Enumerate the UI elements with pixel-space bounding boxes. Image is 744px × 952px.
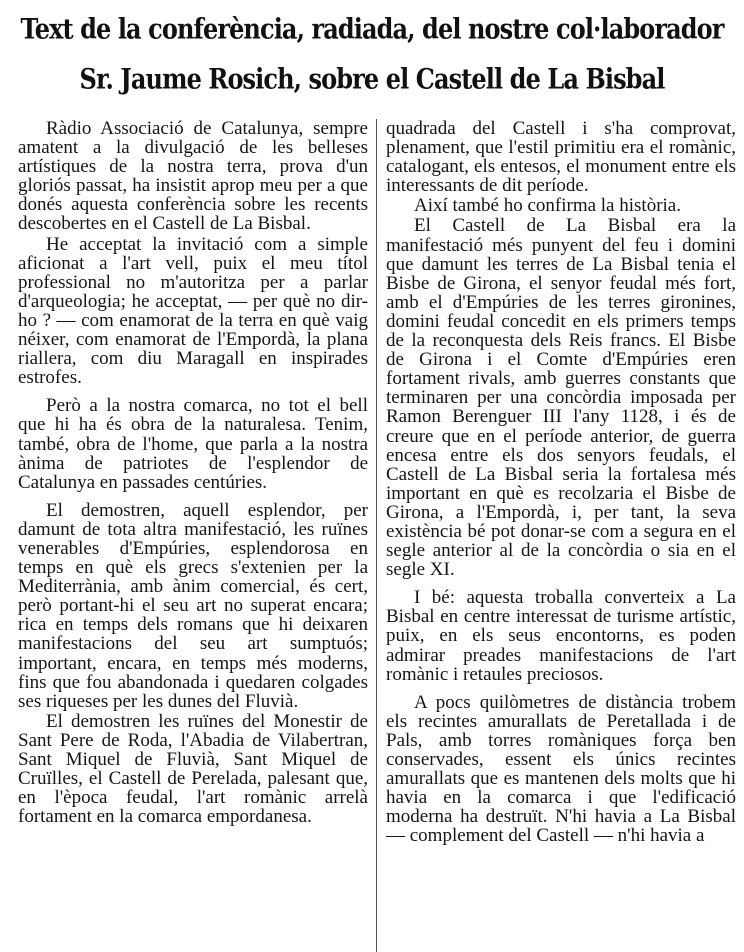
article-column-right bbox=[386, 119, 736, 952]
paragraph: A pocs quilòmetres de distància trobem els recintes amurallats de Peretallada i de Pals, amb torres romàniques força ben conservades, essent els únics recintes amurallats que es mantenen dels molts que hi havia en la comarca i que l'edificació moderna ha destruït. N'hi havia a La Bisbal — complement del Castell — n'hi havia a bbox=[386, 691, 736, 847]
paragraph: El demostren, aquell esplendor, per damunt de tota altra manifestació, les ruïnes venerables d'Empúries, esplendorosa en temps en què els grecs s'extenien per la Mediterrània, amb ànim comercial, és cert, però portant-hi el seu art no superat encara; rica en temps dels romans que hi deixaren manifestacions del seu art sumptuós; important, encara, en temps més moderns, fins que fou abandonada i quedaren colgades ses riqueses per les dunes del Fluvià. bbox=[18, 499, 368, 712]
paragraph: He acceptat la invitació com a simple aficionat a l'art vell, puix el meu títol professional no m'autoritza per a parlar d'arqueologia; he acceptat, — per què no dir-ho ? — com enamorat de la terra en què vaig néixer, com enamorat de l'Empordà, la plana riallera, com diu Maragall en inspirades estrofes. bbox=[18, 233, 368, 389]
paragraph: Així també ho confirma la història. bbox=[414, 195, 681, 217]
article-title-line-1: Text de la conferència, radiada, del nostre col·laborador bbox=[20, 11, 724, 46]
paragraph: quadrada del Castell i s'ha comprovat, plenament, que l'estil primitiu era el romànic, catalogant, els entesos, el monument entre els interessants de dit període. bbox=[386, 119, 736, 197]
paragraph: Ràdio Associació de Catalunya, sempre amatent a la divulgació de les belleses artístiques de la nostra terra, prova d'un gloriós passat, ha insistit aprop meu per a que donés aquesta conferència sobre les recents descobertes en el Castell de La Bisbal. bbox=[18, 119, 368, 235]
article-title-line-2: Sr. Jaume Rosich, sobre el Castell de La Bisbal bbox=[79, 61, 665, 96]
paragraph: El Castell de La Bisbal era la manifestació més punyent del feu i domini que damunt les terres de La Bisbal tenia el Bisbe de Girona, el senyor feudal més fort, amb el d'Empúries de les terres gironines, domini feudal concedit en els primers temps de la reconquesta dels Reis francs. El Bisbe de Girona i el Comte d'Empúries eren fortament rivals, amb guerres constants que terminaren per una concòrdia imposada per Ramon Berenguer III l'any 1128, i és de creure que en el període anterior, de guerra encesa entre els dos senyors feudals, el Castell de La Bisbal seria la fortalesa més important en què es recolzaria el Bisbe de Girona, a l'Empordà, i, per tant, la seva existència bé pot donar-se com a segura en el segle anterior al de la concòrdia o sia en el segle XI. bbox=[386, 215, 736, 581]
paragraph: Però a la nostra comarca, no tot el bell que hi ha és obra de la naturalesa. Tenim, també, obra de l'home, que parla a la nostra ànima de patriotes de l'esplendor de Catalunya en passades centúries. bbox=[18, 395, 368, 493]
paragraph: I bé: aquesta troballa converteix a La Bisbal en centre interessat de turisme artístic, puix, en els seus encontorns, es poden admirar preades manifestacions de l'art romànic i retaules preciosos. bbox=[386, 587, 736, 685]
paragraph: El demostren les ruïnes del Monestir de Sant Pere de Roda, l'Abadia de Vilabertran, Sant Miquel de Fluvià, Sant Miquel de Cruïlles, el Castell de Perelada, palesant que, en l'època feudal, l'art romànic arrelà fortament en la comarca empordanesa. bbox=[18, 710, 368, 828]
article-column-left bbox=[18, 119, 368, 952]
column-divider bbox=[376, 119, 377, 952]
